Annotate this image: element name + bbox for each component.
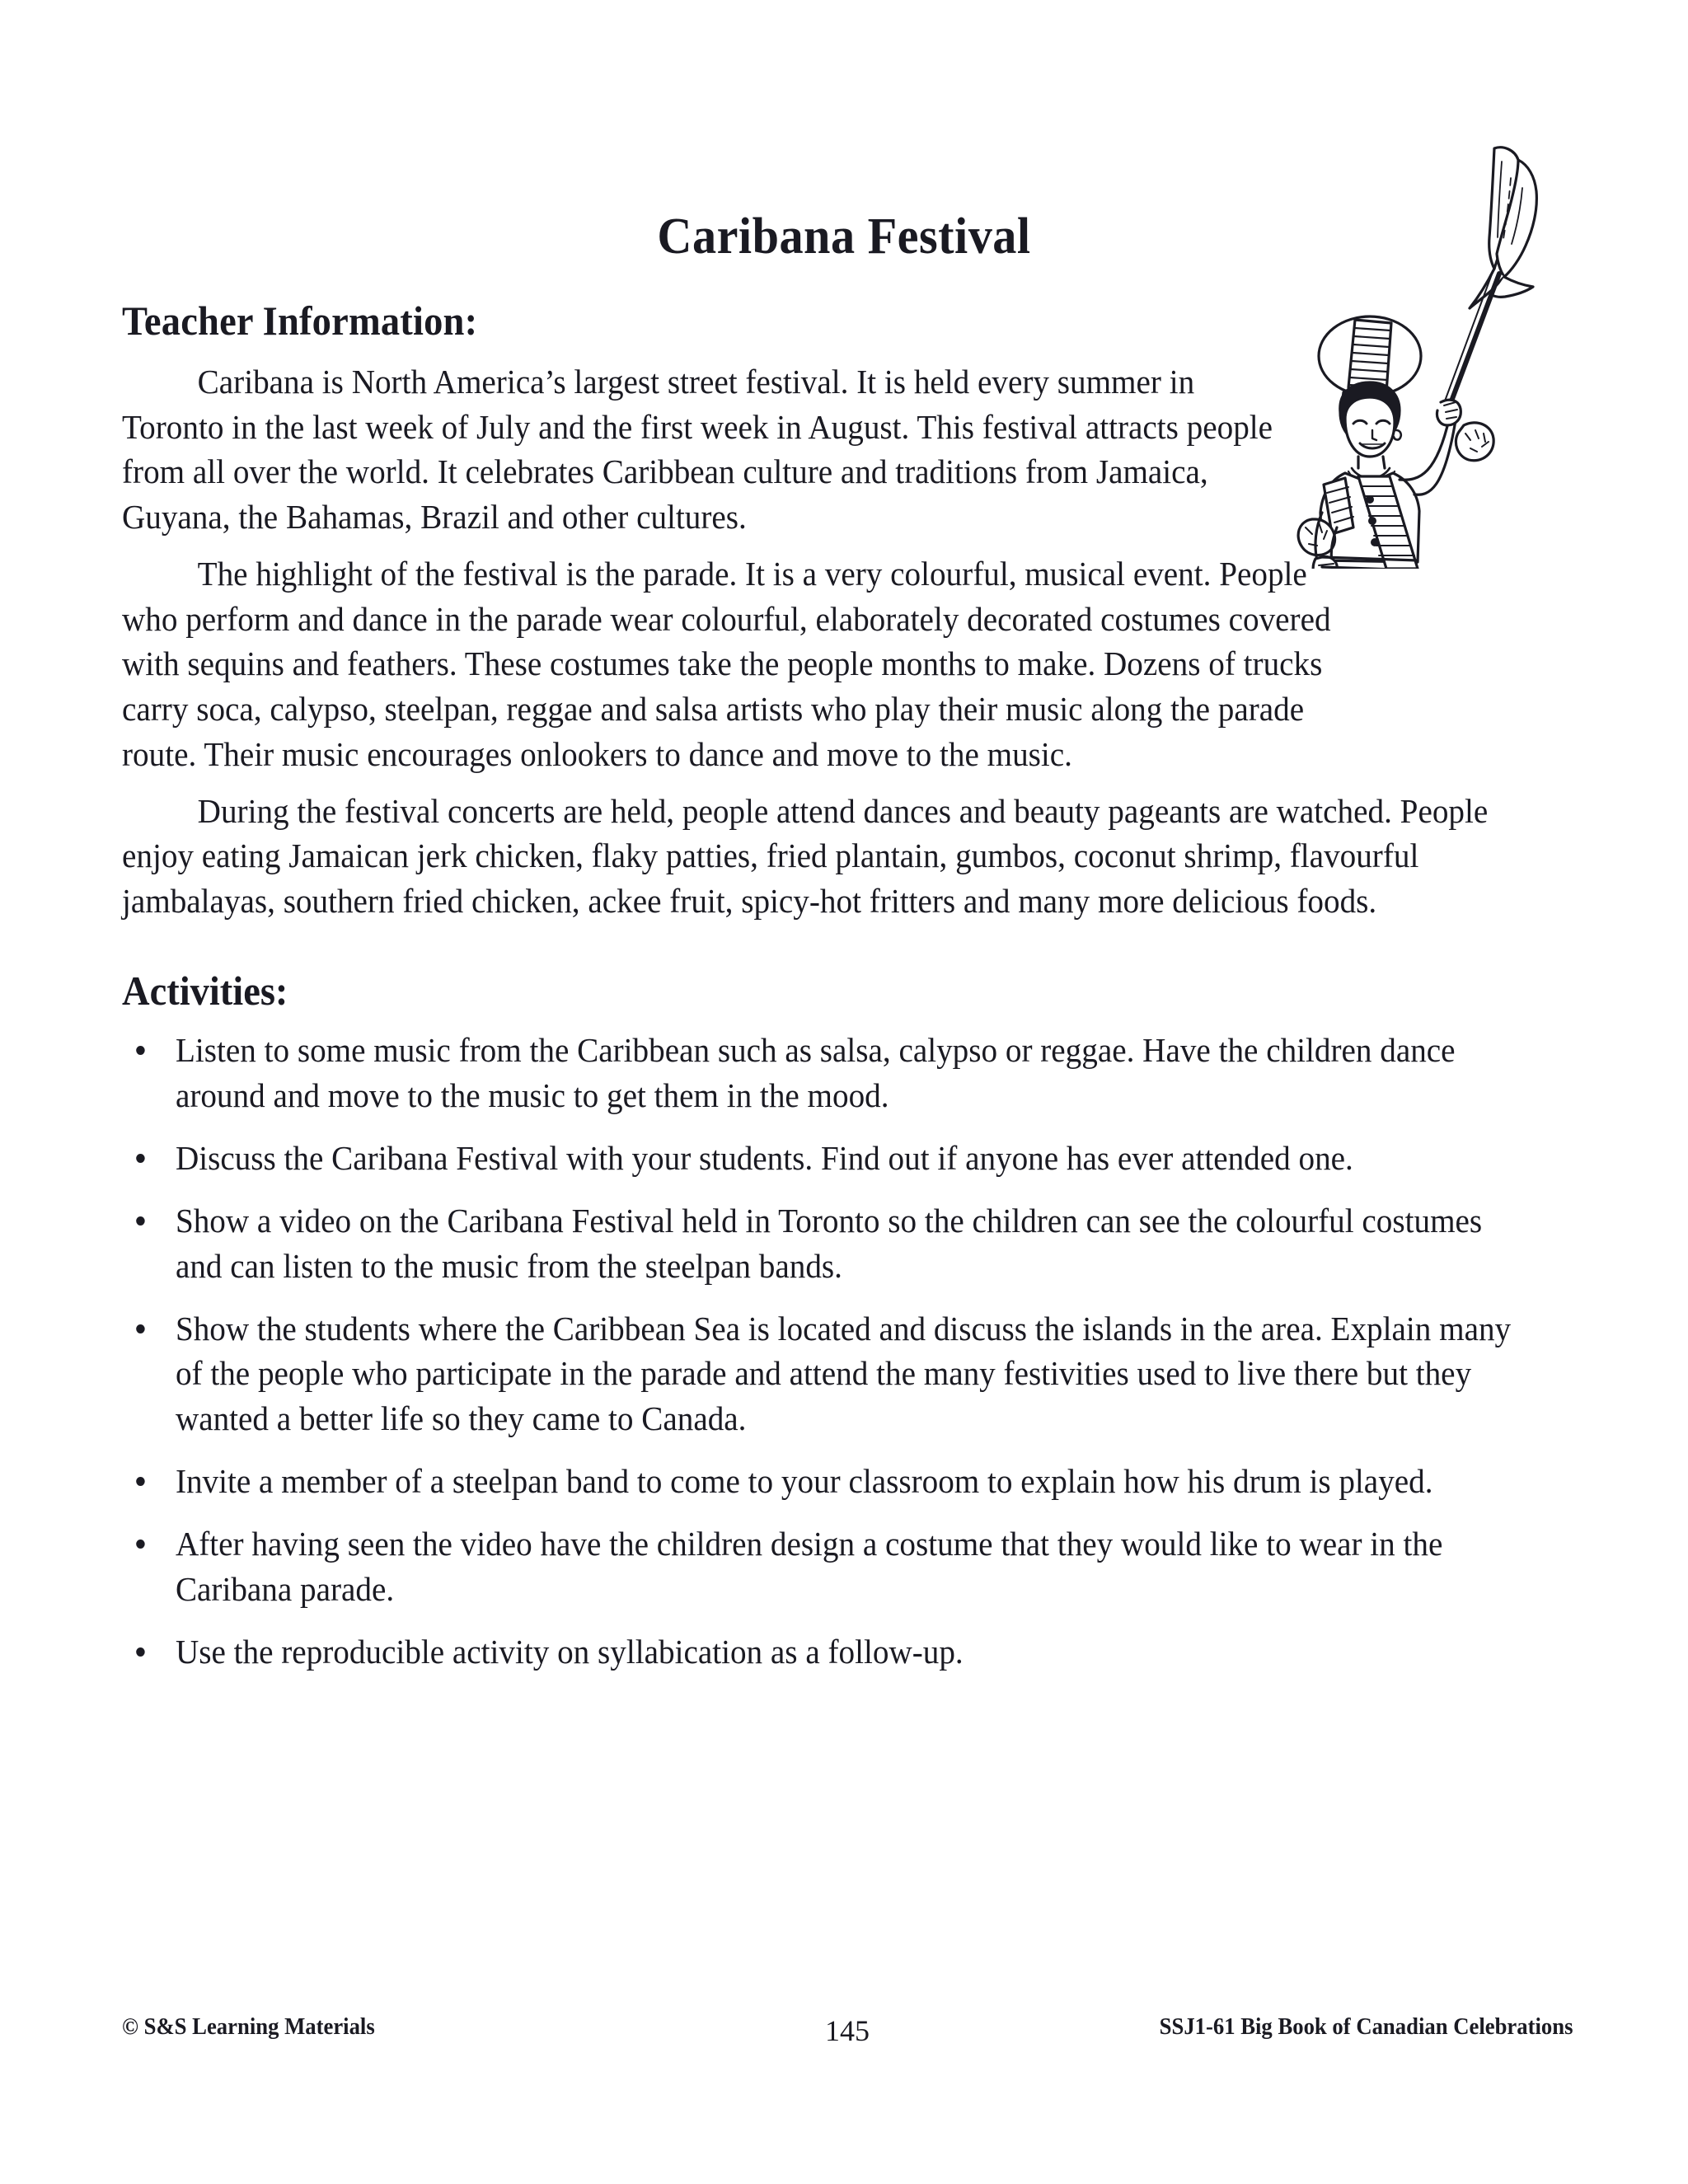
list-item: [122, 1629, 1523, 1675]
list-item: [122, 1521, 1523, 1612]
teacher-paragraph-3: During the festival concerts are held, people attend dances and beauty pageants are watched. People enjoy eating Jamaican jerk chicken, flaky patties, fried plantain, gumbos, coconut shrimp, flavourful jambalayas, southern fried chicken, ackee fruit, spicy-hot fritters and many more delicious foods.: [122, 791, 1489, 921]
list-item: [122, 1136, 1523, 1181]
teacher-information-heading: Teacher Information:: [122, 298, 478, 344]
list-item-text: After having seen the video have the children design a costume that they would like to wear in the Caribana parade.: [175, 1525, 1443, 1609]
list-item: [122, 1198, 1523, 1289]
document-body: [122, 297, 1564, 1692]
teacher-paragraph-1: Caribana is North America’s largest street festival. It is held every summer in Toronto in the last week of July and the first week in August. This festival attracts people from all over the world. It celebrates Caribbean culture and traditions from Jamaica, Guyana, the Bahamas, Brazil and other cultures.: [122, 363, 1273, 537]
bullet-icon: [136, 1216, 145, 1226]
copyright-notice: © S&S Learning Materials: [122, 2013, 375, 2040]
list-item-text: Show the students where the Caribbean Sea is located and discuss the islands in the area. Explain many of the people who participate in the parade and attend the many festivities used to live there but they wanted a better life so they came to Canada.: [175, 1309, 1512, 1438]
bullet-icon: [136, 1154, 145, 1163]
list-item-text: Listen to some music from the Caribbean such as salsa, calypso or reggae. Have the children dance around and move to the music to get them in the mood.: [175, 1030, 1456, 1114]
list-item-text: Use the reproducible activity on syllabication as a follow-up.: [175, 1633, 964, 1671]
bullet-icon: [136, 1324, 145, 1333]
list-item-text: Invite a member of a steelpan band to come to your classroom to explain how his drum is played.: [175, 1462, 1433, 1501]
bullet-icon: [136, 1540, 145, 1549]
book-title-footer: SSJ1-61 Big Book of Canadian Celebrations: [1159, 2013, 1573, 2040]
page-title: Caribana Festival: [657, 208, 1031, 265]
bullet-icon: [136, 1046, 145, 1055]
list-item: [122, 1306, 1523, 1442]
page-number: 145: [825, 2014, 870, 2047]
activities-list: [122, 1028, 1589, 1675]
page-footer: [122, 2013, 1573, 2047]
list-item-text: Show a video on the Caribana Festival held in Toronto so the children can see the colourful costumes and can listen to the music from the steelpan bands.: [175, 1201, 1483, 1285]
bullet-icon: [136, 1477, 145, 1486]
list-item: [122, 1459, 1523, 1504]
bullet-icon: [136, 1647, 145, 1657]
list-item: [122, 1028, 1523, 1118]
activities-heading: Activities:: [122, 967, 288, 1014]
list-item-text: Discuss the Caribana Festival with your students. Find out if anyone has ever attended one.: [175, 1138, 1353, 1177]
teacher-paragraph-2: The highlight of the festival is the parade. It is a very colourful, musical event. People who perform and dance in the parade wear colourful, elaborately decorated costumes covered with sequins and feathers. These costumes take the people months to make. Dozens of trucks carry soca, calypso, steelpan, reggae and salsa artists who play their music along the parade route. Their music encourages onlookers to dance and move to the music.: [122, 554, 1331, 773]
